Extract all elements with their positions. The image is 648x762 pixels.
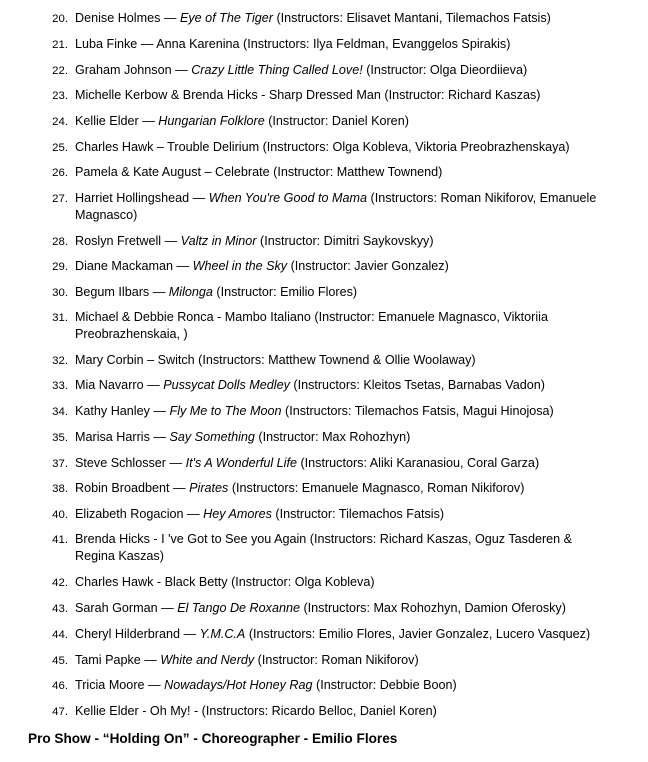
routine-title: Crazy Little Thing Called Love! xyxy=(191,63,363,77)
item-number: 38. xyxy=(52,482,68,495)
instructor-text: (Instructors: Elisavet Mantani, Tilemachos Fatsis) xyxy=(272,11,551,25)
routine-title: Pussycat Dolls Medley xyxy=(163,378,290,392)
instructor-text: (Instructors: Roman Nikiforov, Emanuele Magnasco) xyxy=(75,191,597,222)
performer-text: Michelle Kerbow & Brenda Hicks - Sharp Dressed Man (Instructor: Richard Kaszas) xyxy=(75,88,541,102)
item-number: 46. xyxy=(52,679,68,692)
instructor-text: (Instructor: Max Rohozhyn) xyxy=(254,430,411,444)
item-text xyxy=(75,36,610,53)
performer-text: Elizabeth Rogacion — xyxy=(75,507,204,521)
performer-text: Luba Finke — Anna Karenina (Instructors: Ilya Feldman, Evanggelos Spirakis) xyxy=(75,37,511,51)
instructor-text: (Instructor: Dimitri Saykovskyy) xyxy=(256,234,434,248)
item-text xyxy=(75,429,610,446)
item-text xyxy=(75,258,610,275)
item-text xyxy=(75,652,610,669)
item-number: 29. xyxy=(52,260,68,273)
item-number: 35. xyxy=(52,431,68,444)
performer-text: Marisa Harris — xyxy=(75,430,170,444)
routine-title: Say Something xyxy=(169,430,255,444)
item-number: 37. xyxy=(52,457,68,470)
item-text xyxy=(75,62,610,79)
item-number: 32. xyxy=(52,354,68,367)
routine-title: Nowadays/Hot Honey Rag xyxy=(164,678,313,692)
item-number: 20. xyxy=(52,12,68,25)
performer-text: Tami Papke — xyxy=(75,653,161,667)
item-text xyxy=(75,600,610,617)
instructor-text: (Instructor: Daniel Koren) xyxy=(264,114,409,128)
performer-text: Begum Ilbars — xyxy=(75,285,169,299)
item-text xyxy=(75,455,610,472)
item-text xyxy=(75,377,610,394)
routine-title: El Tango De Roxanne xyxy=(177,601,300,615)
item-text xyxy=(75,284,610,301)
item-number: 28. xyxy=(52,235,68,248)
item-text xyxy=(75,506,610,523)
instructor-text: (Instructor: Roman Nikiforov) xyxy=(254,653,419,667)
item-text xyxy=(75,164,610,181)
item-number: 22. xyxy=(52,64,68,77)
item-number: 21. xyxy=(52,38,68,51)
performer-text: Denise Holmes — xyxy=(75,11,180,25)
instructor-text: (Instructor: Tilemachos Fatsis) xyxy=(271,507,445,521)
performer-text: Diane Mackaman — xyxy=(75,259,193,273)
item-number: 24. xyxy=(52,115,68,128)
performer-text: Tricia Moore — xyxy=(75,678,165,692)
routine-title: Valtz in Minor xyxy=(180,234,257,248)
performer-text: Charles Hawk - Black Betty (Instructor: Olga Kobleva) xyxy=(75,575,375,589)
routine-title: It's A Wonderful Life xyxy=(185,456,297,470)
item-number: 44. xyxy=(52,628,68,641)
item-number: 27. xyxy=(52,192,68,205)
routine-title: Milonga xyxy=(168,285,213,299)
performer-text: Michael & Debbie Ronca - Mambo Italiano (Instructor: Emanuele Magnasco, Viktoriia Preobrazhenskaia, ) xyxy=(75,310,548,341)
routine-title: Fly Me to The Moon xyxy=(169,404,282,418)
item-text xyxy=(75,403,610,420)
item-text xyxy=(75,626,610,643)
performer-text: Kellie Elder — xyxy=(75,114,159,128)
routine-title: Hey Amores xyxy=(203,507,272,521)
item-number: 30. xyxy=(52,286,68,299)
performer-text: Charles Hawk – Trouble Delirium (Instructors: Olga Kobleva, Viktoria Preobrazhenskaya) xyxy=(75,140,570,154)
item-number: 42. xyxy=(52,576,68,589)
item-number: 45. xyxy=(52,654,68,667)
item-number: 43. xyxy=(52,602,68,615)
item-text xyxy=(75,190,610,224)
item-number: 47. xyxy=(52,705,68,718)
performer-text: Cheryl Hilderbrand — xyxy=(75,627,200,641)
pro-show-heading: Pro Show - “Holding On” - Choreographer - Emilio Flores xyxy=(28,731,398,746)
performer-text: Mia Navarro — xyxy=(75,378,164,392)
performer-text: Kellie Elder - Oh My! - (Instructors: Ricardo Belloc, Daniel Koren) xyxy=(75,704,437,718)
performer-text: Kathy Hanley — xyxy=(75,404,170,418)
routine-title: Pirates xyxy=(189,481,229,495)
item-text xyxy=(75,113,610,130)
instructor-text: (Instructors: Emanuele Magnasco, Roman Nikiforov) xyxy=(228,481,525,495)
instructor-text: (Instructors: Aliki Karanasiou, Coral Garza) xyxy=(296,456,540,470)
instructor-text: (Instructor: Olga Dieordiieva) xyxy=(362,63,528,77)
instructor-text: (Instructor: Javier Gonzalez) xyxy=(287,259,449,273)
instructor-text: (Instructors: Emilio Flores, Javier Gonzalez, Lucero Vasquez) xyxy=(245,627,591,641)
performer-text: Harriet Hollingshead — xyxy=(75,191,209,205)
routine-title: Wheel in the Sky xyxy=(192,259,288,273)
item-text xyxy=(75,352,610,369)
performer-text: Sarah Gorman — xyxy=(75,601,178,615)
item-number: 34. xyxy=(52,405,68,418)
performer-text: Roslyn Fretwell — xyxy=(75,234,181,248)
routine-title: Hungarian Folklore xyxy=(158,114,265,128)
performer-text: Mary Corbin – Switch (Instructors: Matthew Townend & Ollie Woolaway) xyxy=(75,353,476,367)
instructor-text: (Instructor: Debbie Boon) xyxy=(312,678,457,692)
item-text xyxy=(75,574,610,591)
instructor-text: (Instructors: Tilemachos Fatsis, Magui Hinojosa) xyxy=(281,404,554,418)
item-number: 31. xyxy=(52,311,68,324)
item-number: 26. xyxy=(52,166,68,179)
item-text xyxy=(75,309,610,343)
instructor-text: (Instructor: Emilio Flores) xyxy=(212,285,358,299)
instructor-text: (Instructors: Kleitos Tsetas, Barnabas Vadon) xyxy=(289,378,545,392)
routine-title: Y.M.C.A xyxy=(199,627,246,641)
performer-text: Robin Broadbent — xyxy=(75,481,190,495)
routine-title: When You're Good to Mama xyxy=(208,191,367,205)
item-text xyxy=(75,703,610,720)
performer-text: Pamela & Kate August – Celebrate (Instructor: Matthew Townend) xyxy=(75,165,443,179)
item-text xyxy=(75,10,610,27)
item-text xyxy=(75,677,610,694)
item-number: 40. xyxy=(52,508,68,521)
item-text xyxy=(75,480,610,497)
item-number: 25. xyxy=(52,141,68,154)
instructor-text: (Instructors: Max Rohozhyn, Damion Oferosky) xyxy=(299,601,566,615)
item-number: 41. xyxy=(52,533,68,546)
item-text xyxy=(75,233,610,250)
performer-text: Brenda Hicks - I 've Got to See you Again (Instructors: Richard Kaszas, Oguz Tasderen & Regina Kaszas) xyxy=(75,532,573,563)
performer-text: Steve Schlosser — xyxy=(75,456,186,470)
routine-title: White and Nerdy xyxy=(160,653,255,667)
item-text xyxy=(75,87,610,104)
item-number: 33. xyxy=(52,379,68,392)
item-text xyxy=(75,139,610,156)
item-text xyxy=(75,531,610,565)
performer-text: Graham Johnson — xyxy=(75,63,192,77)
routine-title: Eye of The Tiger xyxy=(179,11,273,25)
item-number: 23. xyxy=(52,89,68,102)
